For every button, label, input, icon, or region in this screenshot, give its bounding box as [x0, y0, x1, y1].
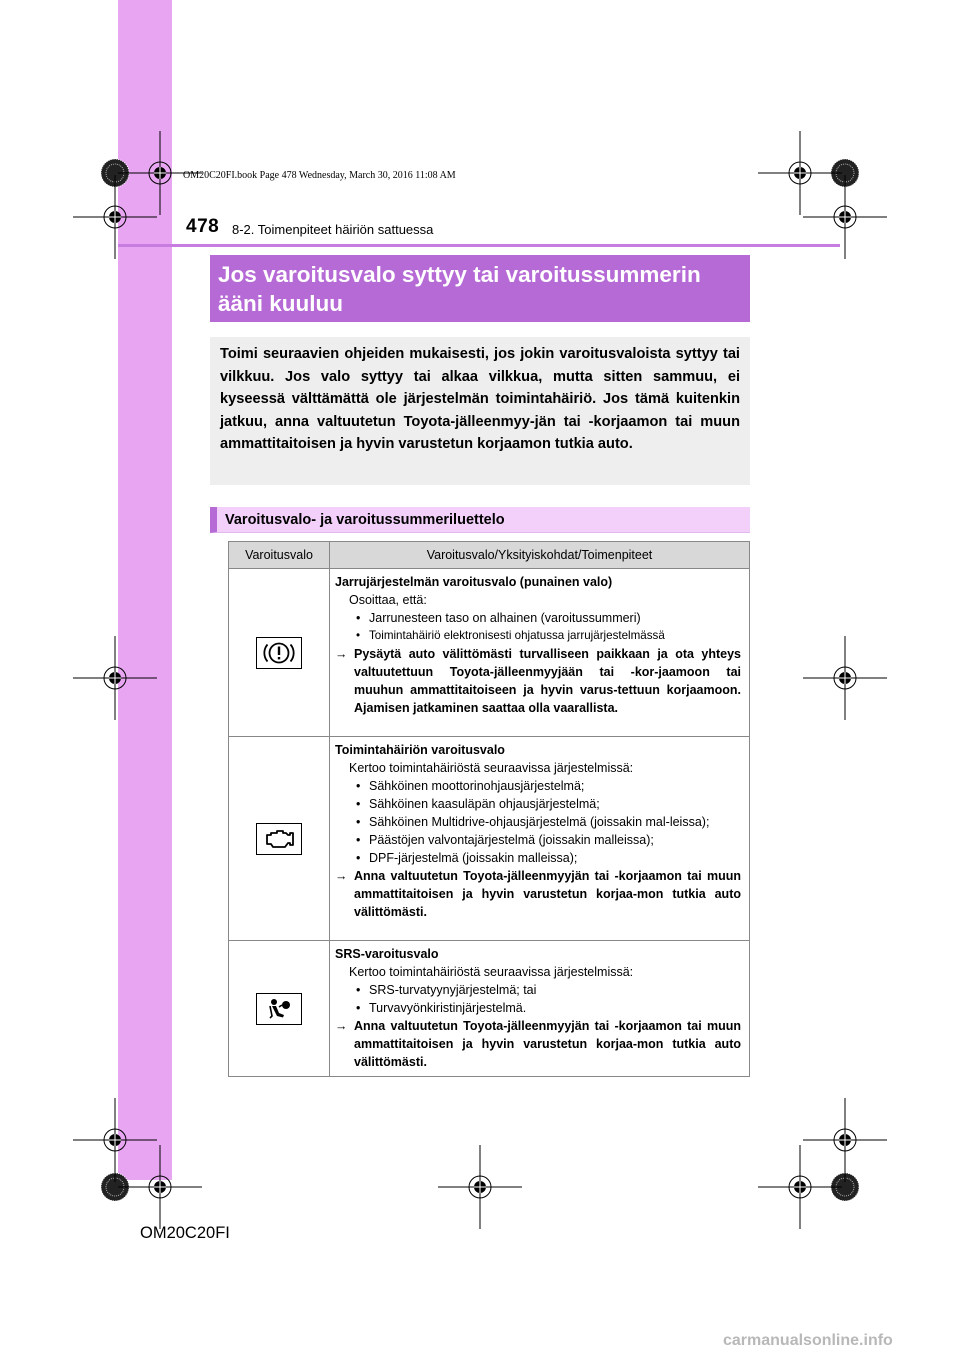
icon-cell	[229, 941, 330, 1077]
icon-cell	[229, 569, 330, 737]
header-rule	[118, 244, 840, 247]
page-title-line1: Jos varoitusvalo syttyy tai varoitussummerin	[218, 262, 701, 287]
section-path: 8-2. Toimenpiteet häiriön sattuessa	[232, 222, 434, 237]
arrow-icon: →	[335, 869, 348, 883]
list-item	[335, 813, 741, 831]
action-text	[335, 1017, 741, 1071]
list-item-text: Toimintahäiriö elektronisesti ohjatussa jarrujärjestelmässä	[369, 629, 665, 642]
bullet-glyph: •	[356, 983, 361, 997]
bullet-glyph: •	[356, 629, 361, 642]
model-code: OM20C20FI	[140, 1224, 230, 1242]
page-title	[210, 255, 750, 322]
icon-cell	[229, 737, 330, 941]
details-cell	[330, 941, 750, 1077]
action-text-body: Anna valtuutetun Toyota-jälleenmyyjän tai -korjaamon tai muun ammattitaitoisen ja hyvin varustetun korjaa-mon tutkia auto välittömästi.	[354, 869, 741, 919]
bullet-glyph: •	[356, 797, 361, 811]
list-item	[335, 627, 741, 645]
srs-airbag-icon	[256, 993, 302, 1025]
row-title: SRS-varoitusvalo	[335, 947, 439, 961]
table-row	[229, 569, 750, 737]
book-info-line: OM20C20FI.book Page 478 Wednesday, March 30, 2016 11:08 AM	[183, 170, 456, 181]
list-heading: Varoitusvalo- ja varoitussummeriluettelo	[210, 507, 750, 533]
warning-table	[228, 541, 750, 1077]
bullet-glyph: •	[356, 815, 361, 829]
row-lead: Kertoo toimintahäiriöstä seuraavissa järjestelmissä:	[349, 965, 634, 979]
row-lead: Kertoo toimintahäiriöstä seuraavissa järjestelmissä:	[349, 761, 634, 775]
brake-warning-icon	[256, 637, 302, 669]
action-text	[335, 645, 741, 717]
list-item	[335, 849, 741, 867]
table-row	[229, 941, 750, 1077]
list-item-text: Jarrunesteen taso on alhainen (varoitussummeri)	[369, 611, 641, 625]
action-text-body: Anna valtuutetun Toyota-jälleenmyyjän tai -korjaamon tai muun ammattitaitoisen ja hyvin varustetun korjaa-mon tutkia auto välittömästi.	[354, 1019, 741, 1069]
column-header-warning-light: Varoitusvalo	[229, 542, 330, 569]
page-title-line2: ääni kuuluu	[218, 291, 344, 316]
row-title: Jarrujärjestelmän varoitusvalo (punainen valo)	[335, 575, 613, 589]
details-cell	[330, 569, 750, 737]
arrow-icon: →	[335, 647, 348, 661]
watermark: carmanualsonline.info	[723, 1332, 893, 1349]
page-number: 478	[186, 216, 220, 237]
list-item	[335, 777, 741, 795]
list-item-text: Turvavyönkiristinjärjestelmä.	[369, 1001, 527, 1015]
engine-check-icon	[256, 823, 302, 855]
details-cell	[330, 737, 750, 941]
bullet-glyph: •	[356, 1001, 361, 1015]
table-row	[229, 737, 750, 941]
list-item-text: Sähköinen kaasuläpän ohjausjärjestelmä;	[369, 797, 600, 811]
list-item	[335, 999, 741, 1017]
row-lead: Osoittaa, että:	[349, 593, 427, 607]
row-title: Toimintahäiriön varoitusvalo	[335, 743, 505, 757]
bullet-glyph: •	[356, 779, 361, 793]
list-item-text: SRS-turvatyynyjärjestelmä; tai	[369, 983, 537, 997]
list-item	[335, 981, 741, 999]
action-text-body: Pysäytä auto välittömästi turvalliseen paikkaan ja ota yhteys valtuutettuun Toyota-jälleenmyyjään tai -kor-jaamoon tai muuhun ammattitaitoiseen ja hyvin varus-tettuun korjaamoon. Ajamisen jatkaminen saattaa olla vaarallista.	[354, 647, 741, 715]
action-text	[335, 867, 741, 921]
arrow-icon: →	[335, 1019, 348, 1033]
list-item-text: DPF-järjestelmä (joissakin malleissa);	[369, 851, 578, 865]
intro-text: Toimi seuraavien ohjeiden mukaisesti, jos jokin varoitusvaloista syttyy tai vilkkuu. Jos valo syttyy tai alkaa vilkkua, mutta sitten sammuu, ei kyseessä välttämättä ole järjestelmän toimintahäiriö. Jos tämä kuitenkin jatkuu, anna valtuutetun Toyota-jälleenmyy-jän tai -korjaamon tai muun ammattitaitoisen ja hyvin varustetun korjaamon tutkia auto.	[210, 337, 750, 485]
list-item-text: Sähköinen Multidrive-ohjausjärjestelmä (joissakin mal-leissa);	[369, 815, 710, 829]
list-item	[335, 609, 741, 627]
table-header-row	[229, 542, 750, 569]
bullet-glyph: •	[356, 833, 361, 847]
list-item	[335, 795, 741, 813]
column-header-details: Varoitusvalo/Yksityiskohdat/Toimenpiteet	[330, 542, 750, 569]
list-item-text: Sähköinen moottorinohjausjärjestelmä;	[369, 779, 585, 793]
bullet-glyph: •	[356, 611, 361, 625]
list-item-text: Päästöjen valvontajärjestelmä (joissakin malleissa);	[369, 833, 654, 847]
bullet-glyph: •	[356, 851, 361, 865]
list-item	[335, 831, 741, 849]
